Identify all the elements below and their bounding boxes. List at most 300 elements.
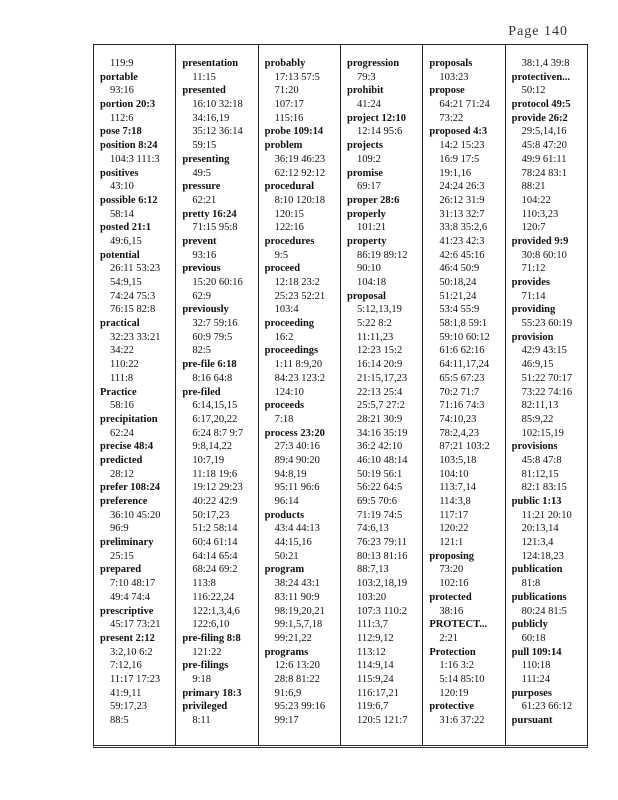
index-reference: 104:10 [439, 468, 469, 480]
index-reference: 36:19 46:23 [274, 153, 326, 165]
index-term: provided 9:9 [511, 235, 569, 247]
index-term: precise 48:4 [100, 441, 154, 453]
index-term: pull 109:14 [511, 646, 562, 658]
index-term: projects [346, 140, 383, 152]
index-reference: 9:8,14,22 [192, 441, 232, 453]
index-term: purposes [511, 687, 552, 699]
index-reference: 20:13,14 [521, 523, 559, 535]
index-reference: 32:23 33:21 [110, 331, 161, 343]
index-reference: 114:9,14 [356, 660, 394, 672]
index-reference: 62:21 [192, 194, 217, 206]
index-reference: 43:10 [110, 181, 134, 193]
index-reference: 50:17,23 [192, 509, 230, 521]
index-reference: 102:15,19 [521, 427, 564, 439]
index-reference: 115:16 [274, 112, 304, 124]
index-reference: 80:24 81:5 [521, 605, 567, 617]
index-reference: 120:15 [274, 208, 304, 220]
index-reference: 69:17 [356, 181, 381, 193]
index-reference: 42:9 43:15 [521, 345, 567, 357]
index-reference: 38:1,4 39:8 [521, 58, 570, 69]
index-reference: 58:14 [110, 208, 134, 220]
index-reference: 90:10 [356, 263, 381, 275]
index-term: proper 28:6 [346, 194, 400, 206]
index-reference: 1:11 8:9,20 [274, 359, 323, 371]
index-term: project 12:10 [346, 112, 406, 124]
index-term: proposed 4:3 [429, 126, 488, 138]
index-reference: 51:2 58:14 [192, 523, 238, 535]
index-reference: 113:7,14 [439, 482, 476, 494]
index-term: provision [511, 331, 554, 343]
index-term: provides [511, 277, 550, 288]
index-term: pressure [182, 181, 221, 193]
index-term: protected [429, 591, 472, 603]
index-reference: 61:23 66:12 [521, 701, 573, 713]
index-reference: 103:5,18 [439, 454, 477, 466]
index-reference: 122:6,10 [192, 619, 230, 631]
index-reference: 34:16,19 [192, 112, 230, 124]
index-term: presenting [182, 153, 230, 165]
index-reference: 76:15 82:8 [110, 304, 156, 316]
index-term: proposals [429, 58, 473, 69]
index-reference: 88:7,13 [356, 564, 389, 576]
index-reference: 19:12 29:23 [192, 482, 243, 494]
index-term: propose [429, 85, 465, 97]
index-reference: 96:14 [274, 496, 299, 507]
index-reference: 36:2 42:10 [356, 441, 403, 453]
index-reference: 51:22 70:17 [521, 372, 573, 384]
index-term: precipitation [100, 413, 158, 425]
index-reference: 117:17 [439, 509, 469, 521]
index-reference: 103:4 [274, 304, 299, 316]
index-reference: 30:8 60:10 [521, 249, 567, 261]
index-reference: 121:3,4 [521, 537, 554, 549]
index-reference: 113:12 [356, 646, 386, 658]
index-reference: 78:2,4,23 [439, 427, 479, 439]
index-reference: 99:17 [274, 715, 299, 726]
index-reference: 49:5 [192, 167, 211, 179]
index-reference: 50:21 [274, 550, 299, 562]
index-reference: 50:18,24 [439, 277, 477, 288]
index-term: proceed [264, 263, 301, 275]
index-reference: 120:19 [439, 687, 469, 699]
index-term: pursuant [511, 715, 553, 726]
index-reference: 2:21 [439, 632, 458, 644]
index-term: publication [511, 564, 563, 576]
index-term: property [346, 235, 387, 247]
index-reference: 45:8 47:20 [521, 140, 567, 152]
index-reference: 71:20 [274, 85, 299, 97]
index-reference: 86:19 89:12 [356, 249, 408, 261]
index-reference: 11:17 17:23 [110, 673, 161, 685]
index-reference: 124:18,23 [521, 550, 564, 562]
index-reference: 9:5 [274, 249, 289, 261]
index-reference: 60:4 61:14 [192, 537, 238, 549]
index-reference: 71:15 95:8 [192, 222, 238, 234]
index-reference: 54:9,15 [110, 277, 142, 288]
index-term: prevent [182, 235, 217, 247]
index-term: provisions [511, 441, 558, 453]
index-reference: 120:5 121:7 [356, 715, 408, 726]
index-reference: 73:22 74:16 [521, 386, 573, 398]
index-reference: 71:12 [521, 263, 546, 275]
index-reference: 59:15 [192, 140, 217, 152]
index-reference: 68:24 69:2 [192, 564, 238, 576]
index-reference: 14:2 15:23 [439, 140, 485, 152]
index-term: prepared [100, 564, 142, 576]
index-reference: 16:10 32:18 [192, 99, 243, 111]
index-reference: 33:8 35:2,6 [439, 222, 488, 234]
index-reference: 45:17 73:21 [110, 619, 161, 631]
index-term: prohibit [346, 85, 384, 97]
index-reference: 12:6 13:20 [274, 660, 320, 672]
index-reference: 82:1 83:15 [521, 482, 567, 494]
index-reference: 7:10 48:17 [110, 578, 156, 590]
index-term: present 2:12 [100, 632, 155, 644]
index-reference: 49:9 61:11 [521, 153, 567, 165]
index-term: presented [182, 85, 226, 97]
index-reference: 1:16 3:2 [439, 660, 475, 672]
index-term: pose 7:18 [100, 126, 142, 138]
index-term: positives [100, 167, 139, 179]
index-term: presentation [182, 58, 239, 69]
index-column [341, 45, 423, 745]
index-term: proposal [346, 290, 386, 302]
index-term: program [264, 564, 305, 576]
index-reference: 122:1,3,4,6 [192, 605, 240, 617]
index-reference: 45:8 47:8 [521, 454, 562, 466]
index-reference: 44:15,16 [274, 537, 312, 549]
index-reference: 88:21 [521, 181, 546, 193]
index-reference: 12:23 15:2 [356, 345, 403, 357]
index-reference: 34:22 [110, 345, 134, 357]
index-reference: 7:18 [274, 413, 294, 425]
index-column [176, 45, 258, 745]
index-reference: 81:12,15 [521, 468, 559, 480]
index-reference: 99:21,22 [274, 632, 312, 644]
index-reference: 26:12 31:9 [439, 194, 485, 206]
index-reference: 103:2,18,19 [356, 578, 408, 590]
index-reference: 59:10 60:12 [439, 331, 490, 343]
index-reference: 71:16 74:3 [439, 400, 485, 412]
index-reference: 107:17 [274, 99, 304, 111]
index-term: position 8:24 [100, 140, 158, 152]
page-number: Page 140 [508, 24, 568, 39]
index-term: portable [100, 71, 138, 83]
index-reference: 119:9 [110, 58, 134, 69]
index-reference: 34:16 35:19 [356, 427, 408, 439]
index-term: PROTECT... [429, 619, 488, 631]
index-term: possible 6:12 [100, 194, 158, 206]
index-term: pre-file 6:18 [182, 359, 237, 371]
index-reference: 12:18 23:2 [274, 277, 320, 288]
index-term: properly [346, 208, 386, 220]
index-reference: 8:16 64:8 [192, 372, 233, 384]
index-reference: 50:12 [521, 85, 546, 97]
index-reference: 82:11,13 [521, 400, 559, 412]
index-reference: 3:2,10 6:2 [110, 646, 153, 658]
index-reference: 22:13 25:4 [356, 386, 403, 398]
index-reference: 60:18 [521, 632, 546, 644]
index-term: Protection [429, 646, 476, 658]
index-reference: 103:23 [439, 71, 469, 83]
index-reference: 98:19,20,21 [274, 605, 325, 617]
index-reference: 32:7 59:16 [192, 318, 238, 330]
index-reference: 111:8 [110, 372, 134, 384]
index-reference: 59:17,23 [110, 701, 148, 713]
index-reference: 74:10,23 [439, 413, 477, 425]
index-reference: 41:23 42:3 [439, 235, 485, 247]
index-reference: 83:11 90:9 [274, 591, 320, 603]
index-reference: 5:22 8:2 [356, 318, 392, 330]
index-reference: 46:4 50:9 [439, 263, 480, 275]
index-reference: 93:16 [192, 249, 217, 261]
index-reference: 107:3 110:2 [356, 605, 408, 617]
index-reference: 81:8 [521, 578, 541, 590]
index-reference: 85:9,22 [521, 413, 554, 425]
index-term: predicted [100, 454, 143, 466]
index-reference: 93:16 [110, 85, 134, 97]
index-reference: 94:8,19 [274, 468, 307, 480]
index-reference: 96:9 [110, 523, 129, 535]
index-reference: 114:3,8 [439, 496, 471, 507]
index-reference: 71:14 [521, 290, 546, 302]
index-reference: 26:11 53:23 [110, 263, 161, 275]
index-reference: 11:18 19:6 [192, 468, 238, 480]
index-term: progression [346, 58, 400, 69]
index-reference: 53:4 55:9 [439, 304, 480, 316]
index-reference: 87:21 103:2 [439, 441, 490, 453]
index-reference: 28:21 30:9 [356, 413, 403, 425]
index-term: programs [264, 646, 309, 658]
index-reference: 38:24 43:1 [274, 578, 320, 590]
index-term: protective [429, 701, 475, 713]
index-term: Practice [100, 386, 137, 398]
index-term: portion 20:3 [100, 99, 156, 111]
index-reference: 21:15,17,23 [356, 372, 408, 384]
index-reference: 95:23 99:16 [274, 701, 326, 713]
index-reference: 8:11 [192, 715, 211, 726]
index-term: proceedings [264, 345, 319, 357]
index-reference: 115:9,24 [356, 673, 394, 685]
index-reference: 27:3 40:16 [274, 441, 320, 453]
index-reference: 64:14 65:4 [192, 550, 238, 562]
index-term: publicly [511, 619, 548, 631]
index-term: providing [511, 304, 556, 316]
index-reference: 62:12 92:12 [274, 167, 326, 179]
index-reference: 19:1,16 [439, 167, 472, 179]
index-reference: 46:10 48:14 [356, 454, 408, 466]
index-reference: 12:14 95:6 [356, 126, 403, 138]
index-reference: 11:11,23 [356, 331, 394, 343]
index-reference: 60:9 79:5 [192, 331, 233, 343]
index-term: previous [182, 263, 221, 275]
index-term: procedural [264, 181, 315, 193]
index-reference: 28:12 [110, 468, 134, 480]
index-reference: 17:13 57:5 [274, 71, 320, 83]
index-reference: 25:5,7 27:2 [356, 400, 405, 412]
index-reference: 79:3 [356, 71, 376, 83]
index-term: pretty 16:24 [182, 208, 237, 220]
index-reference: 64:11,17,24 [439, 359, 490, 371]
index-reference: 120:7 [521, 222, 546, 234]
index-term: pre-filed [182, 386, 221, 398]
index-term: potential [100, 249, 140, 261]
index-reference: 74:24 75:3 [110, 290, 156, 302]
index-reference: 28:8 81:22 [274, 673, 320, 685]
index-reference: 73:22 [439, 112, 464, 124]
index-term: pre-filing 8:8 [182, 632, 241, 644]
index-term: promise [346, 167, 383, 179]
index-reference: 124:10 [274, 386, 304, 398]
index-reference: 16:9 17:5 [439, 153, 480, 165]
index-reference: 78:24 83:1 [521, 167, 567, 179]
index-reference: 36:10 45:20 [110, 509, 161, 521]
index-reference: 16:2 [274, 331, 294, 343]
index-term: protocol 49:5 [511, 99, 571, 111]
index-term: previously [182, 304, 229, 316]
index-term: process 23:20 [264, 427, 325, 439]
index-term: probe 109:14 [264, 126, 324, 138]
index-reference: 120:22 [439, 523, 469, 535]
index-term: proposing [429, 550, 475, 562]
index-reference: 11:21 20:10 [521, 509, 572, 521]
index-reference: 56:22 64:5 [356, 482, 403, 494]
index-reference: 73:20 [439, 564, 464, 576]
index-term: privileged [182, 701, 228, 713]
index-reference: 110:22 [110, 359, 139, 371]
index-term: products [264, 509, 305, 521]
index-reference: 102:16 [439, 578, 469, 590]
index-reference: 15:20 60:16 [192, 277, 243, 288]
index-reference: 24:24 26:3 [439, 181, 485, 193]
index-reference: 42:6 45:16 [439, 249, 485, 261]
index-reference: 40:22 42:9 [192, 496, 238, 507]
index-reference: 104:3 111:3 [110, 153, 160, 165]
index-term: protectiven... [511, 71, 571, 83]
index-reference: 74:6,13 [356, 523, 389, 535]
index-reference: 11:15 [192, 71, 216, 83]
index-reference: 91:6,9 [274, 687, 302, 699]
index-reference: 9:18 [192, 673, 211, 685]
index-term: problem [264, 140, 303, 152]
index-reference: 95:11 96:6 [274, 482, 320, 494]
index-term: probably [264, 58, 306, 69]
index-term: publications [511, 591, 567, 603]
index-term: public 1:13 [511, 496, 562, 507]
index-reference: 80:13 81:16 [356, 550, 408, 562]
index-reference: 25:15 [110, 550, 134, 562]
index-reference: 101:21 [356, 222, 387, 234]
index-reference: 50:19 56:1 [356, 468, 403, 480]
index-reference: 116:17,21 [356, 687, 399, 699]
index-term: preliminary [100, 537, 154, 549]
index-reference: 62:24 [110, 427, 134, 439]
index-reference: 5:14 85:10 [439, 673, 485, 685]
index-reference: 110:3,23 [521, 208, 559, 220]
index-column [423, 45, 505, 745]
index-reference: 88:5 [110, 715, 129, 726]
index-term: prescriptive [100, 605, 154, 617]
index-term: provide 26:2 [511, 112, 568, 124]
index-reference: 111:3,7 [356, 619, 388, 631]
index-reference: 6:14,15,15 [192, 400, 238, 412]
index-reference: 69:5 70:6 [356, 496, 397, 507]
index-reference: 71:19 74:5 [356, 509, 403, 521]
index-reference: 104:18 [356, 277, 387, 288]
index-reference: 16:14 20:9 [356, 359, 403, 371]
index-reference: 46:9,15 [521, 359, 554, 371]
index-reference: 6:24 8:7 9:7 [192, 427, 244, 439]
index-reference: 58:1,8 59:1 [439, 318, 488, 330]
index-term: procedures [264, 235, 315, 247]
index-reference: 41:9,11 [110, 687, 142, 699]
index-reference: 31:6 37:22 [439, 715, 485, 726]
index-reference: 121:22 [192, 646, 222, 658]
index-term: proceeds [264, 400, 305, 412]
index-reference: 5:12,13,19 [356, 304, 402, 316]
index-term: preference [100, 496, 148, 507]
index-reference: 51:21,24 [439, 290, 477, 302]
index-reference: 35:12 36:14 [192, 126, 243, 138]
index-reference: 58:16 [110, 400, 134, 412]
index-reference: 55:23 60:19 [521, 318, 573, 330]
index-reference: 76:23 79:11 [356, 537, 408, 549]
index-reference: 64:21 71:24 [439, 99, 490, 111]
index-reference: 104:22 [521, 194, 551, 206]
index-reference: 41:24 [356, 99, 381, 111]
index-reference: 6:17,20,22 [192, 413, 238, 425]
index-reference: 10:7,19 [192, 454, 225, 466]
index-reference: 121:1 [439, 537, 464, 549]
index-reference: 7:12,16 [110, 660, 142, 672]
index-reference: 49:6,15 [110, 235, 142, 247]
index-reference: 103:20 [356, 591, 387, 603]
index-column [259, 45, 341, 745]
index-reference: 89:4 90:20 [274, 454, 320, 466]
index-reference: 43:4 44:13 [274, 523, 320, 535]
index-reference: 38:16 [439, 605, 464, 617]
index-reference: 113:8 [192, 578, 216, 590]
index-reference: 112:6 [110, 112, 134, 124]
index-term: proceeding [264, 318, 315, 330]
index-term: posted 21:1 [100, 222, 152, 234]
index-term: practical [100, 318, 140, 330]
index-reference: 99:1,5,7,18 [274, 619, 323, 631]
index-term: prefer 108:24 [100, 482, 160, 494]
index-reference: 29:5,14,16 [521, 126, 567, 138]
index-reference: 70:2 71:7 [439, 386, 480, 398]
index-reference: 62:9 [192, 290, 211, 302]
index-reference: 8:10 120:18 [274, 194, 326, 206]
index-reference: 109:2 [356, 153, 381, 165]
index-term: pre-filings [182, 660, 229, 672]
index-reference: 122:16 [274, 222, 304, 234]
index-column [506, 45, 587, 745]
index-reference: 82:5 [192, 345, 211, 357]
index-reference: 119:6,7 [356, 701, 389, 713]
index-reference: 112:9,12 [356, 632, 394, 644]
index-column [94, 45, 176, 745]
index-reference: 116:22,24 [192, 591, 235, 603]
index-reference: 65:5 67:23 [439, 372, 485, 384]
index-reference: 31:13 32:7 [439, 208, 485, 220]
index-reference: 110:18 [521, 660, 551, 672]
index-reference: 61:6 62:16 [439, 345, 485, 357]
index-term: primary 18:3 [182, 687, 242, 699]
index-reference: 84:23 123:2 [274, 372, 326, 384]
index-reference: 49:4 74:4 [110, 591, 150, 603]
index-reference: 25:23 52:21 [274, 290, 326, 302]
